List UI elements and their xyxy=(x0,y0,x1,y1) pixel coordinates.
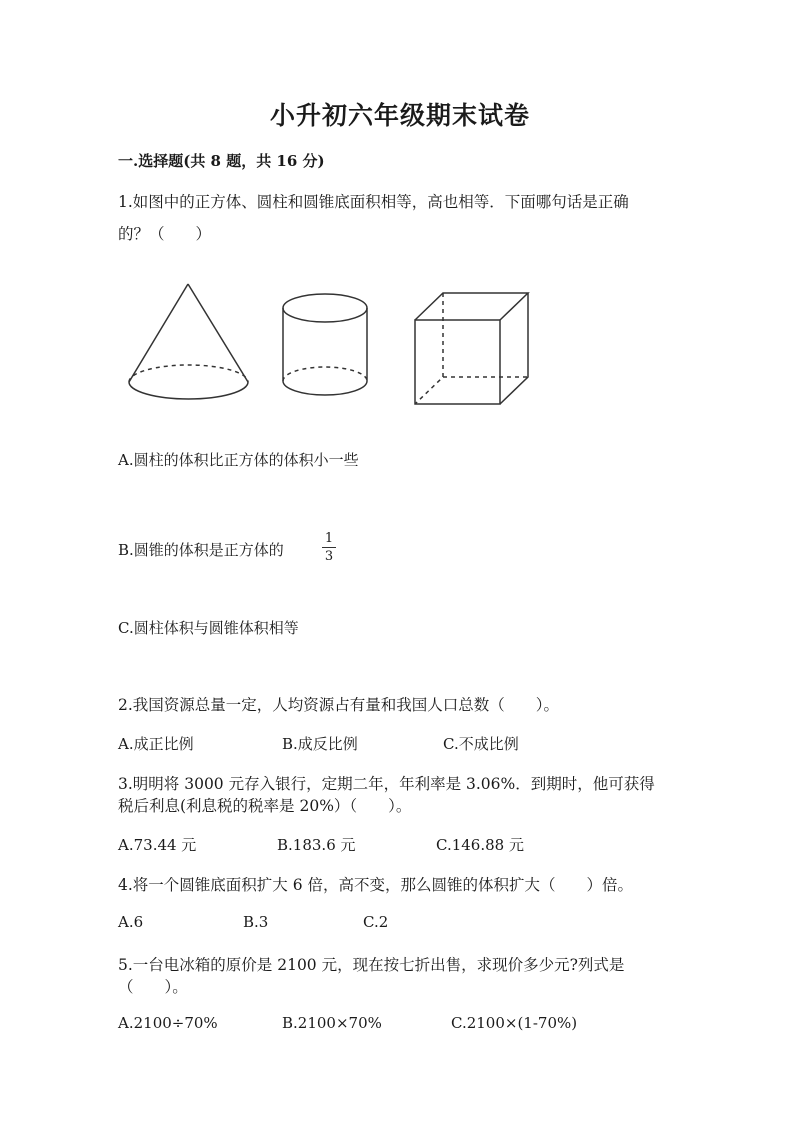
question-1-line-2: 的？（ ） xyxy=(118,225,212,243)
question-5-option-a: A.2100÷70% xyxy=(118,1014,218,1032)
question-4-option-c: C.2 xyxy=(363,913,389,931)
question-4-option-b: B.3 xyxy=(243,913,269,931)
question-5-line-2: （ ）。 xyxy=(118,978,188,996)
question-5-line-1: 5.一台电冰箱的原价是 2100 元，现在按七折出售，求现价多少元?列式是 xyxy=(118,956,625,974)
cube-icon xyxy=(415,293,528,404)
cone-icon xyxy=(129,284,248,399)
question-1-line-1: 1.如图中的正方体、圆柱和圆锥底面积相等，高也相等．下面哪句话是正确 xyxy=(118,193,629,211)
fraction-denominator: 3 xyxy=(324,549,334,564)
question-2-option-b: B.成反比例 xyxy=(282,735,358,753)
question-2-option-c: C.不成比例 xyxy=(443,735,519,753)
page-title: 小升初六年级期末试卷 xyxy=(269,101,530,130)
question-2-line-1: 2.我国资源总量一定，人均资源占有量和我国人口总数（ ）。 xyxy=(118,696,560,714)
section-heading: 一.选择题(共 8 题，共 16 分) xyxy=(118,152,325,170)
fraction-numerator: 1 xyxy=(324,531,334,546)
question-1-option-b: B.圆锥的体积是正方体的 xyxy=(118,541,284,559)
question-3-option-b: B.183.6 元 xyxy=(277,836,356,854)
cylinder-icon xyxy=(283,294,367,395)
question-1-option-a: A.圆柱的体积比正方体的体积小一些 xyxy=(118,451,359,469)
question-3-option-a: A.73.44 元 xyxy=(118,836,197,854)
question-2-option-a: A.成正比例 xyxy=(118,735,194,753)
question-4-option-a: A.6 xyxy=(118,913,144,931)
question-3-line-1: 3.明明将 3000 元存入银行，定期二年，年利率是 3.06%．到期时，他可获得 xyxy=(118,775,655,793)
question-5-option-c: C.2100×(1-70%) xyxy=(451,1014,578,1032)
question-3-line-2: 税后利息(利息税的税率是 20%）（ ）。 xyxy=(118,797,412,815)
question-5-option-b: B.2100×70% xyxy=(282,1014,382,1032)
question-4-line-1: 4.将一个圆锥底面积扩大 6 倍，高不变，那么圆锥的体积扩大（ ）倍。 xyxy=(118,876,634,894)
fraction-one-third xyxy=(322,531,336,564)
question-3-option-c: C.146.88 元 xyxy=(436,836,524,854)
question-1-option-c: C.圆柱体积与圆锥体积相等 xyxy=(118,619,299,637)
